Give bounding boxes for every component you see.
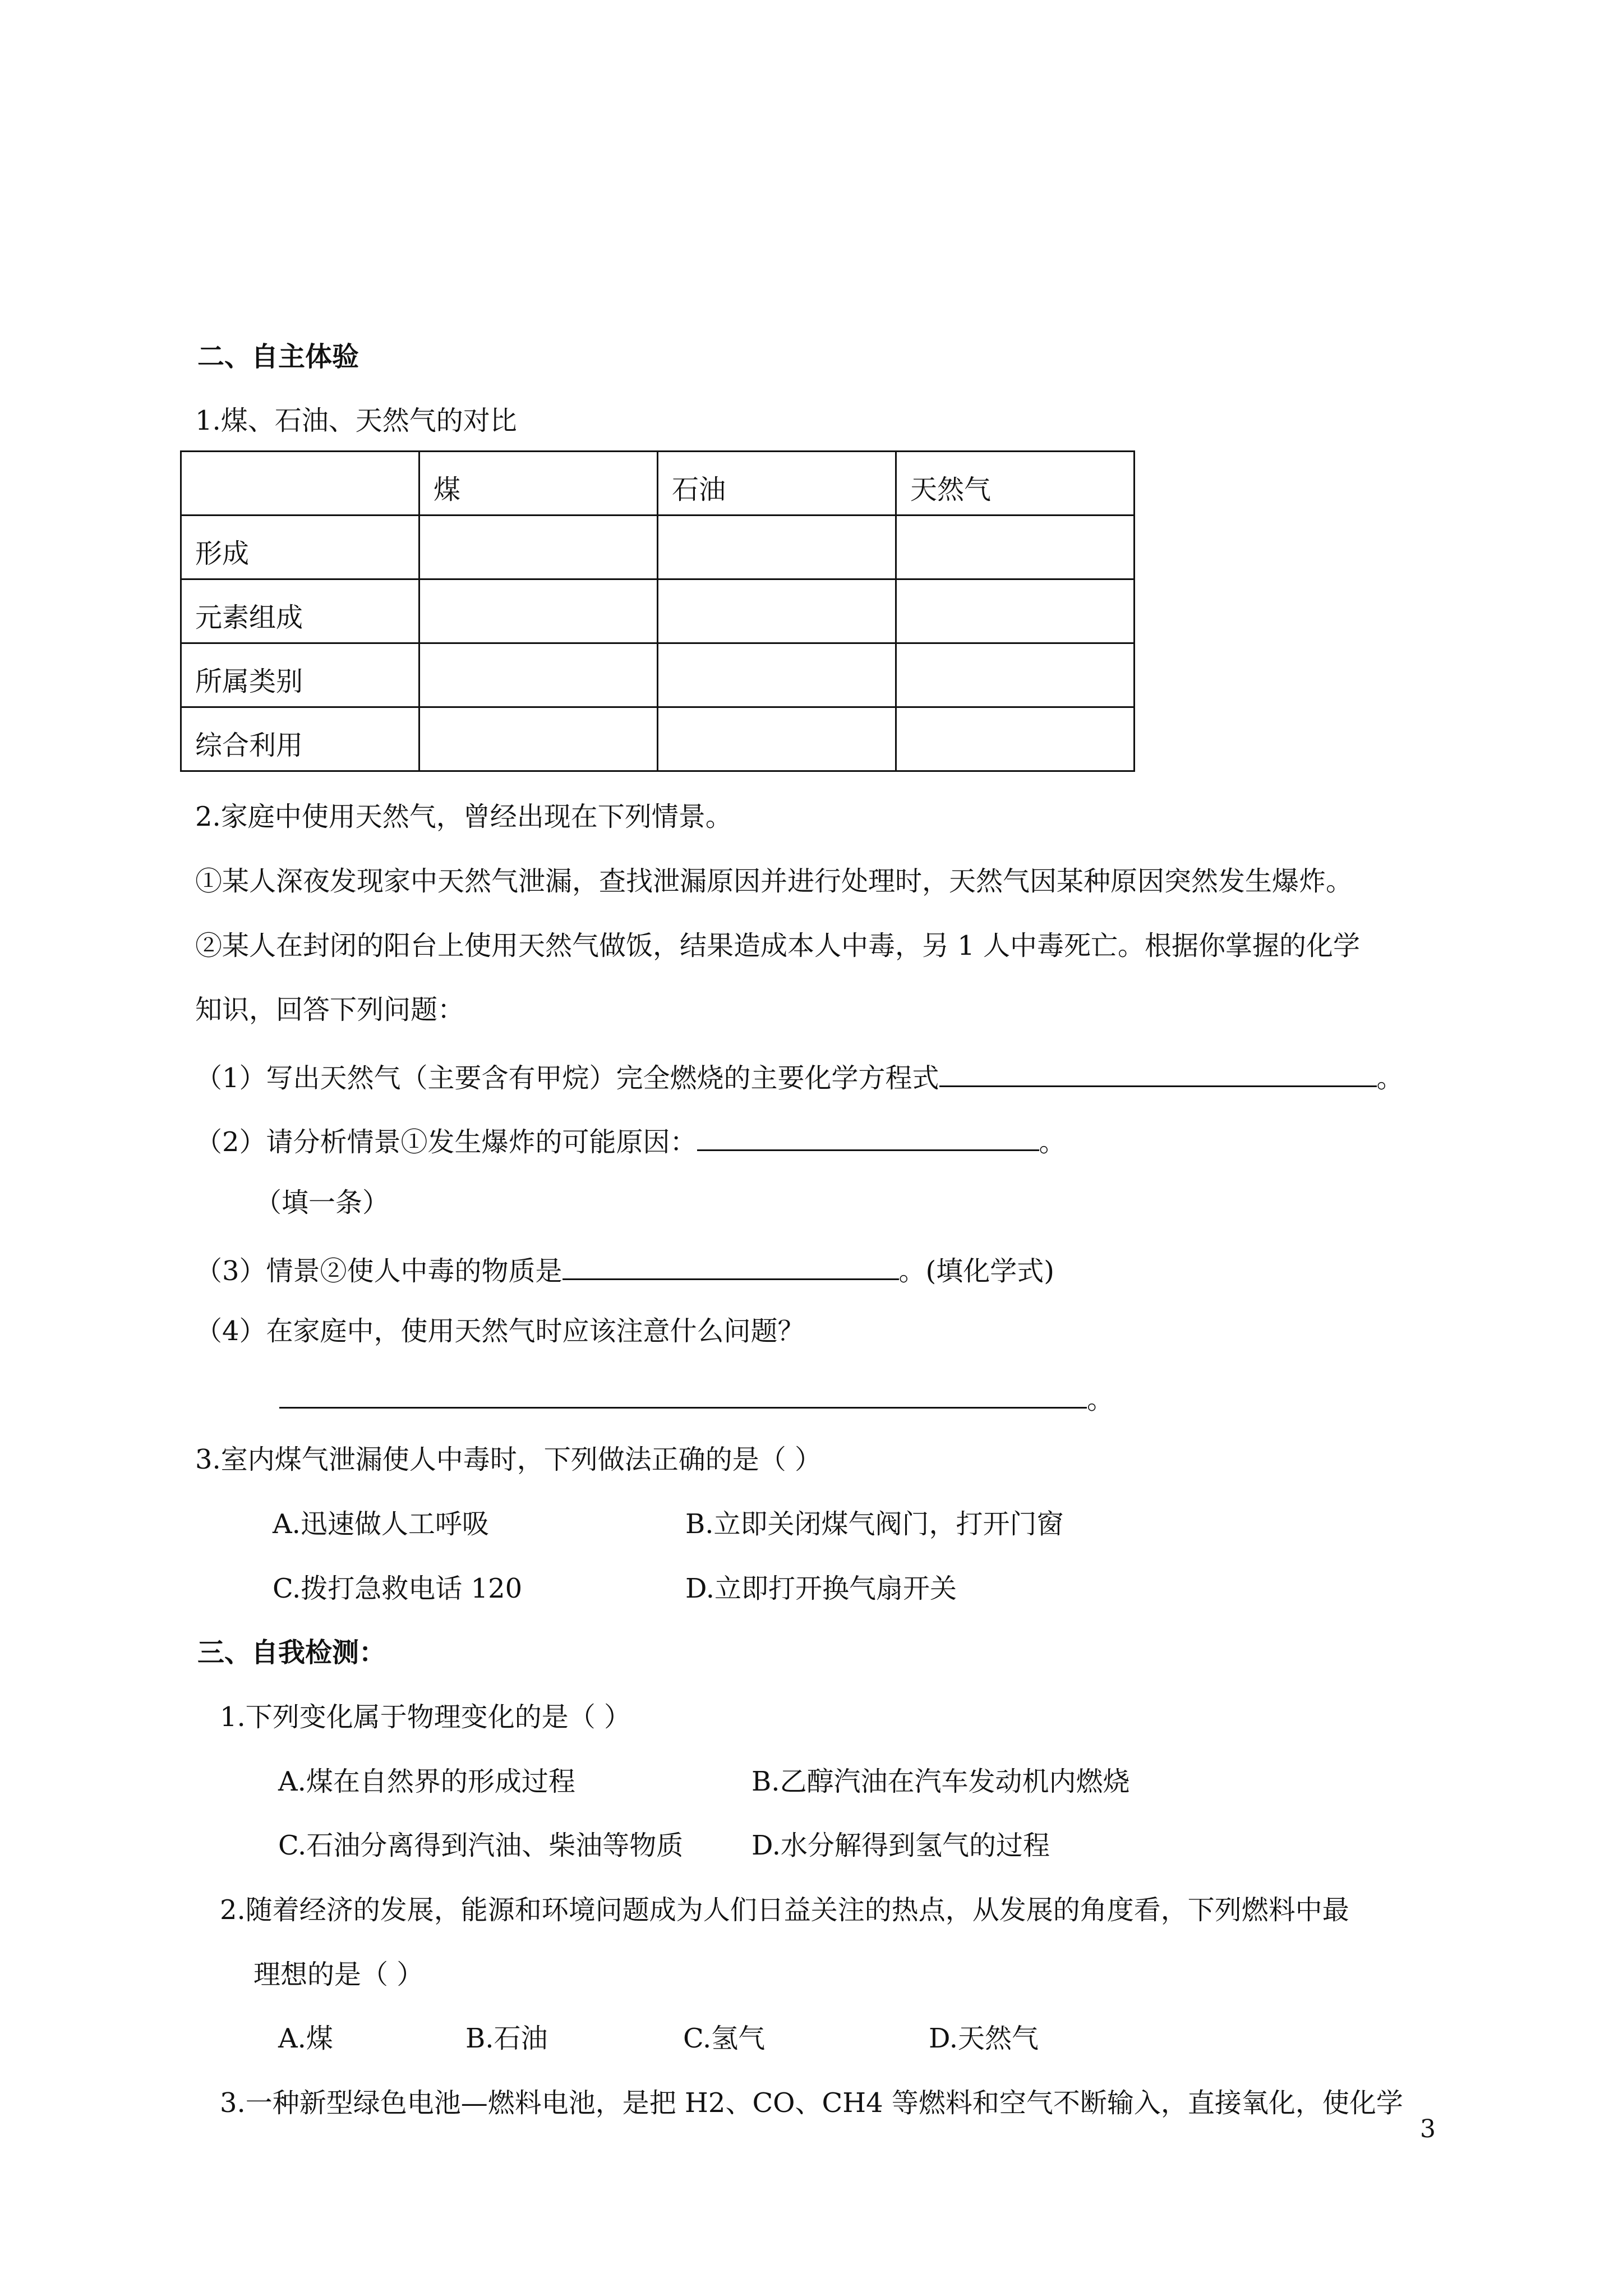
table-cell <box>419 707 658 771</box>
sub-question-2: （2）请分析情景①发生爆炸的可能原因： 。 <box>195 1125 1066 1156</box>
section-heading-2: 二、自主体验 <box>197 341 359 372</box>
option-d[interactable]: D.水分解得到氢气的过程 <box>751 1830 1050 1861</box>
table-header-row <box>181 452 1135 516</box>
sub-question-4: （4）在家庭中，使用天然气时应该注意什么问题？ <box>195 1315 805 1347</box>
option-c[interactable]: C.氢气 <box>683 2023 766 2054</box>
option-b[interactable]: B.乙醇汽油在汽车发动机内燃烧 <box>751 1766 1130 1797</box>
scene-1: ①某人深夜发现家中天然气泄漏，查找泄漏原因并进行处理时，天然气因某种原因突然发生爆炸。 <box>195 866 1353 897</box>
option-a[interactable]: A.煤在自然界的形成过程 <box>278 1766 575 1797</box>
option-b[interactable]: B.立即关闭煤气阀门，打开门窗 <box>685 1508 1064 1540</box>
answer-blank[interactable] <box>562 1254 899 1280</box>
sub-question-3: （3）情景②使人中毒的物质是 。(填化学式) <box>195 1254 1054 1285</box>
option-d[interactable]: D.天然气 <box>929 2023 1039 2054</box>
question-2-intro: 2.家庭中使用天然气，曾经出现在下列情景。 <box>195 801 732 832</box>
table-cell <box>896 707 1135 771</box>
table-row <box>181 707 1135 771</box>
page-number: 3 <box>1420 2115 1436 2143</box>
sub-question-4-answer: 。 <box>279 1382 1114 1413</box>
table-row <box>181 643 1135 707</box>
table-cell <box>658 579 896 643</box>
check-question-2-line-2: 理想的是（ ） <box>253 1959 424 1990</box>
sub-question-2-note: （填一条） <box>255 1187 390 1218</box>
table-header-cell: 石油 <box>658 452 896 516</box>
table-row <box>181 579 1135 643</box>
table-cell <box>419 643 658 707</box>
check-question-2-line-1: 2.随着经济的发展，能源和环境问题成为人们日益关注的热点，从发展的角度看，下列燃料中最 <box>220 1894 1349 1926</box>
table-header-cell: 天然气 <box>896 452 1135 516</box>
table-cell <box>896 516 1135 579</box>
table-cell <box>896 579 1135 643</box>
section-heading-3: 三、自我检测： <box>197 1637 386 1668</box>
answer-blank[interactable] <box>697 1125 1039 1151</box>
question-3: 3.室内煤气泄漏使人中毒时，下列做法正确的是（ ） <box>195 1444 822 1475</box>
table-cell <box>658 643 896 707</box>
sub-question-1: （1）写出天然气（主要含有甲烷）完全燃烧的主要化学方程式 。 <box>195 1061 1404 1092</box>
question-1-title: 1.煤、石油、天然气的对比 <box>195 405 517 436</box>
check-question-1: 1.下列变化属于物理变化的是（ ） <box>220 1701 631 1733</box>
comparison-table <box>180 450 1135 772</box>
table-cell <box>658 516 896 579</box>
table-row-label: 所属类别 <box>181 643 419 707</box>
table-header-cell: 煤 <box>419 452 658 516</box>
table-row-label: 元素组成 <box>181 579 419 643</box>
check-question-3: 3.一种新型绿色电池—燃料电池，是把 H2、CO、CH4 等燃料和空气不断输入，直接氧化，使化学 <box>220 2087 1403 2119</box>
table-row-label: 综合利用 <box>181 707 419 771</box>
option-d[interactable]: D.立即打开换气扇开关 <box>685 1573 957 1604</box>
answer-blank[interactable] <box>279 1382 1087 1409</box>
option-c[interactable]: C.拨打急救电话 120 <box>273 1573 523 1604</box>
table-cell <box>419 516 658 579</box>
option-b[interactable]: B.石油 <box>465 2023 548 2054</box>
option-c[interactable]: C.石油分离得到汽油、柴油等物质 <box>278 1830 684 1861</box>
table-cell <box>419 579 658 643</box>
table-row <box>181 516 1135 579</box>
scene-2-line-2: 知识，回答下列问题： <box>195 994 465 1025</box>
option-a[interactable]: A.迅速做人工呼吸 <box>273 1508 489 1540</box>
answer-blank[interactable] <box>939 1061 1377 1087</box>
option-a[interactable]: A.煤 <box>278 2023 333 2054</box>
scene-2-line-1: ②某人在封闭的阳台上使用天然气做饭，结果造成本人中毒，另 1 人中毒死亡。根据你掌握的化学 <box>195 930 1361 961</box>
table-cell <box>896 643 1135 707</box>
table-row-label: 形成 <box>181 516 419 579</box>
table-cell <box>658 707 896 771</box>
table-header-cell <box>181 452 419 516</box>
